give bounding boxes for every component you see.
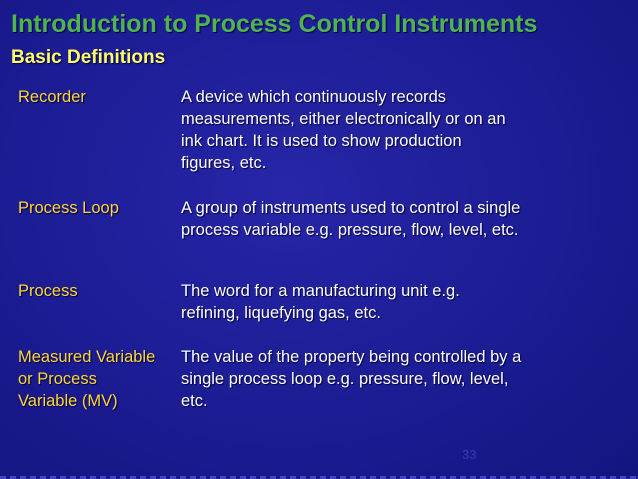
- definition-text: The value of the property being controlled by a single process loop e.g. pressure, flow, level, etc.: [181, 348, 522, 410]
- definition-text: A group of instruments used to control a single process variable e.g. pressure, flow, level, etc.: [181, 199, 521, 239]
- term-label: Process Loop: [18, 199, 119, 217]
- definition-text: The word for a manufacturing unit e.g. refining, liquefying gas, etc.: [181, 282, 460, 322]
- term-label: Process: [18, 282, 78, 300]
- term-label: Measured Variable or Process Variable (MV): [18, 348, 156, 410]
- page-number: 33: [462, 447, 477, 462]
- term-label: Recorder: [18, 88, 86, 106]
- slide-subtitle: Basic Definitions: [11, 47, 166, 68]
- definition-text: A device which continuously records measurements, either electronically or on an ink chart. It is used to show production figures, etc.: [181, 88, 506, 172]
- slide-title: Introduction to Process Control Instruments: [11, 10, 538, 38]
